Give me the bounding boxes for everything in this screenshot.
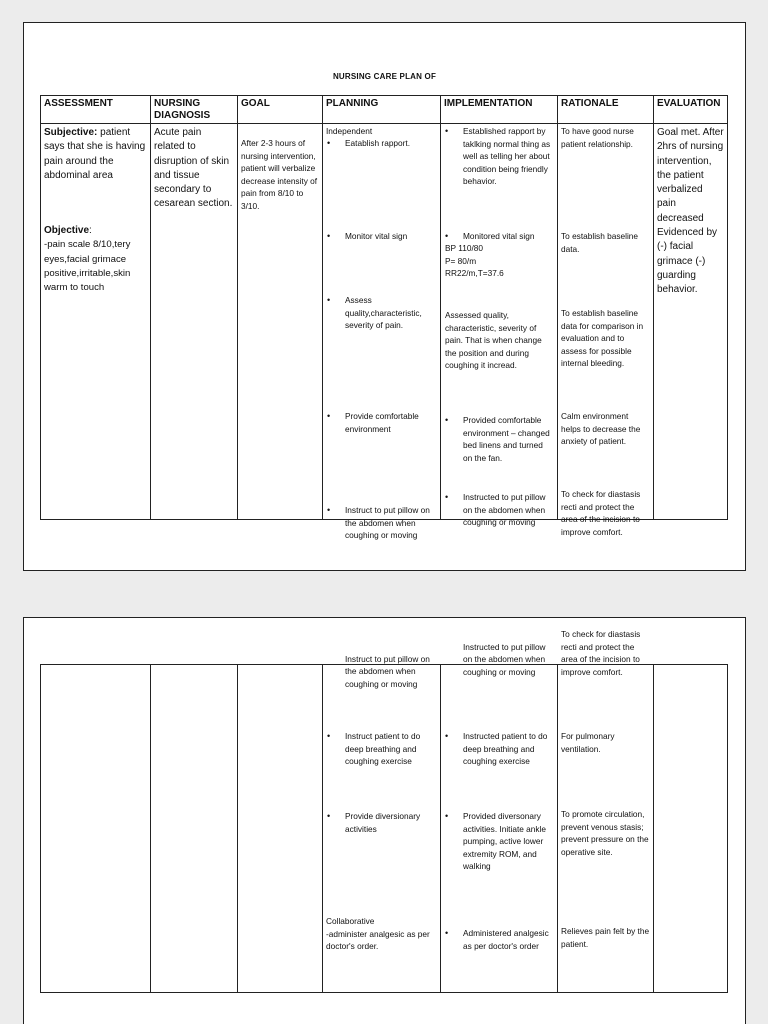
evaluation-cell — [653, 123, 728, 520]
implementation-item-text: Instructed to put pillow on the abdomen when coughing or moving — [463, 492, 546, 527]
rationale-text: To have good nurse patient relationship. — [561, 126, 634, 149]
document-title: NURSING CARE PLAN OF — [332, 72, 437, 81]
document-page-2 — [23, 617, 746, 1024]
implementation-item-text: Established rapport by taklking normal thing as well as telling her about condition being friendly behavior. — [463, 126, 551, 186]
planning-item-continued — [345, 653, 437, 693]
assessment-cell — [40, 664, 150, 993]
nursing-diagnosis-text: Acute pain related to disruption of skin and tissue secondary to cesarean section. — [154, 127, 233, 210]
rationale-text: To establish baseline data. — [561, 231, 639, 254]
rationale-cell — [557, 123, 653, 537]
care-plan-table-continued — [40, 629, 728, 993]
planning-item — [323, 294, 437, 332]
planning-collaborative — [326, 915, 437, 953]
rationale-item-continued — [561, 629, 650, 693]
objective-block — [44, 224, 147, 295]
implementation-item — [441, 125, 554, 188]
header-goal: GOAL — [237, 95, 322, 123]
implementation-item — [441, 230, 554, 243]
table-body-row — [40, 629, 728, 993]
table-header-row — [40, 95, 728, 123]
bullet-glyph: • — [445, 126, 449, 136]
rationale-text: To establish baseline data for comparison in evaluation and to assess for possible internal bleeding. — [561, 308, 644, 368]
planning-cell — [322, 123, 440, 540]
implementation-item-continued — [463, 641, 554, 693]
objective-text: -pain scale 8/10,tery eyes,facial grimace positive,irritable,skin warm to touch — [44, 239, 131, 294]
planning-item — [323, 730, 437, 768]
evaluation-text: Goal met. After 2hrs of nursing intervention, the patient verbalized pain decreased Evidenced by (-) facial grimace (-) guarding behavior. — [657, 127, 724, 296]
implementation-cell — [440, 641, 557, 993]
header-implementation: IMPLEMENTATION — [440, 95, 557, 123]
goal-cell — [237, 123, 322, 520]
implementation-item — [441, 491, 554, 527]
rationale-text: To check for diastasis recti and protect the area of the incision to improve comfort. — [561, 629, 641, 677]
implementation-item-text: Provided diversonary activities. Initiate ankle pumping, active lower extremity ROM, and walking — [463, 811, 547, 871]
planning-collaborative-text: -administer analgesic as per doctor's order. — [326, 928, 430, 951]
bullet-glyph: • — [445, 415, 449, 425]
bullet-glyph: • — [327, 295, 331, 305]
planning-item-text: Instruct to put pillow on the abdomen when coughing or moving — [345, 653, 430, 689]
implementation-item — [441, 927, 554, 952]
bullet-glyph: • — [445, 928, 449, 938]
implementation-item-text: Instructed to put pillow on the abdomen when coughing or moving — [463, 641, 546, 677]
rationale-text: To check for diastasis recti and protect the area of the incision to improve comfort. — [561, 489, 641, 537]
bullet-glyph: • — [445, 811, 449, 821]
header-rationale: RATIONALE — [557, 95, 653, 123]
objective-colon: : — [89, 225, 92, 236]
document-page-1 — [23, 22, 746, 571]
goal-cell — [237, 664, 322, 993]
implementation-item-text: Provided comfortable environment – changed bed linens and turned on the fan. — [463, 415, 550, 463]
header-assessment: ASSESSMENT — [40, 95, 150, 123]
bullet-glyph: • — [327, 731, 331, 741]
planning-item-text: Monitor vital sign — [345, 231, 408, 241]
planning-item — [323, 810, 437, 835]
implementation-cell — [440, 123, 557, 527]
planning-collaborative-label: Collaborative — [326, 916, 375, 926]
goal-text: After 2-3 hours of nursing intervention, patient will verbalize decrease intensity of pain from 8/10 to 3/10. — [241, 138, 318, 211]
vital-signs — [445, 242, 554, 280]
table-body-row — [40, 123, 728, 540]
objective-label: Objective — [44, 225, 90, 236]
planning-item-text: Assess quality,characteristic, severity of pain. — [345, 295, 422, 330]
bullet-glyph: • — [445, 492, 449, 502]
header-evaluation: EVALUATION — [653, 95, 728, 123]
planning-item — [323, 504, 437, 540]
planning-independent-label: Independent — [326, 126, 373, 136]
planning-item-text: Provide diversionary activities — [345, 811, 421, 834]
bullet-glyph: • — [327, 231, 331, 241]
implementation-item-text: Monitored vital sign — [463, 231, 535, 241]
bullet-glyph: • — [327, 811, 331, 821]
rationale-text: For pulmonary ventilation. — [561, 731, 615, 754]
planning-item-text: Provide comfortable environment — [345, 411, 419, 434]
vital-bp: BP 110/80 — [445, 243, 483, 253]
evaluation-cell — [653, 664, 728, 993]
bullet-glyph: • — [327, 505, 331, 515]
implementation-item — [441, 730, 554, 768]
planning-cell — [322, 653, 440, 993]
rationale-text: Calm environment helps to decrease the anxiety of patient. — [561, 411, 641, 446]
bullet-glyph: • — [445, 731, 449, 741]
bullet-glyph: • — [445, 231, 449, 241]
rationale-text: To promote circulation, prevent venous stasis; prevent pressure on the operative site. — [561, 809, 649, 857]
planning-item — [323, 410, 437, 435]
subjective-text: patient says that she is having pain around the abdominal area — [44, 127, 146, 181]
rationale-cell — [557, 629, 653, 993]
vital-pulse: P= 80/m — [445, 255, 477, 266]
bullet-glyph: • — [327, 138, 331, 148]
bullet-glyph: • — [327, 411, 331, 421]
header-nursing-diagnosis: NURSING DIAGNOSIS — [150, 95, 237, 123]
care-plan-table — [40, 95, 728, 540]
assessment-cell — [40, 123, 150, 520]
planning-item-text: Instruct patient to do deep breathing and coughing exercise — [345, 731, 421, 766]
implementation-item — [441, 810, 554, 873]
nursing-diagnosis-cell — [150, 664, 237, 993]
planning-item — [323, 137, 437, 150]
implementation-item — [441, 414, 554, 464]
vital-rr-temp: RR22/m,T=37.6 — [445, 268, 504, 278]
planning-item-text: Instruct to put pillow on the abdomen when coughing or moving — [345, 505, 430, 540]
subjective-block — [44, 126, 147, 183]
subjective-label: Subjective: — [44, 127, 98, 138]
nursing-diagnosis-cell — [150, 123, 237, 520]
implementation-text: Assessed quality, characteristic, severity of pain. That is when change the position and during coughing it incread. — [445, 310, 542, 370]
planning-item — [323, 230, 437, 243]
planning-item-text: Eatablish rapport. — [345, 138, 411, 148]
implementation-item-text: Instructed patient to do deep breathing and coughing exercise — [463, 731, 548, 766]
rationale-text: Relieves pain felt by the patient. — [561, 926, 650, 949]
implementation-item-text: Administered analgesic as per doctor's order — [463, 928, 549, 951]
header-planning: PLANNING — [322, 95, 440, 123]
